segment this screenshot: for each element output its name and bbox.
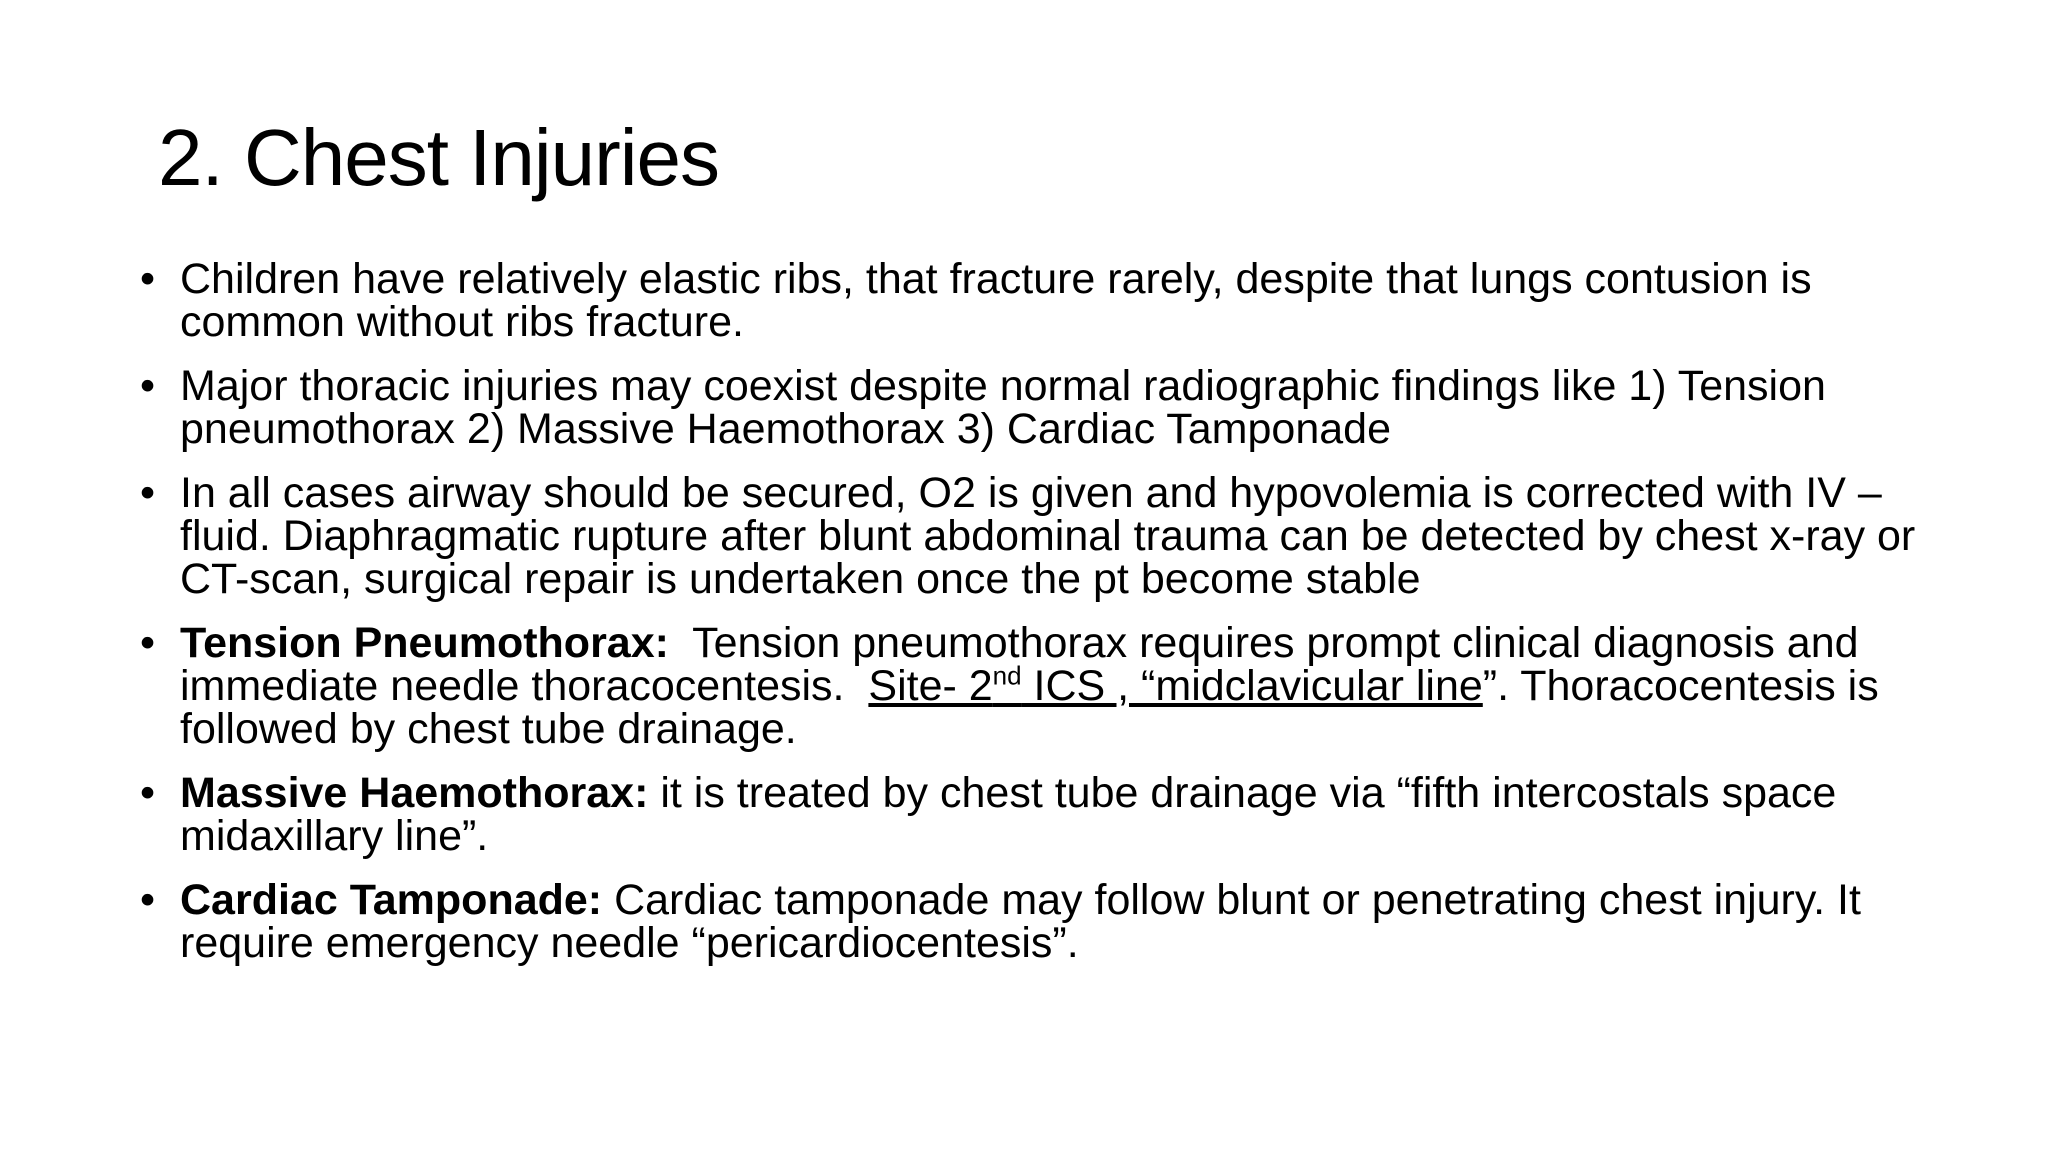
site-text <box>868 662 1482 710</box>
bullet-lead: Massive Haemothorax: <box>180 769 649 817</box>
bullet-dot-icon: • <box>140 769 156 817</box>
bullet-text: Major thoracic injuries may coexist despite normal radiographic findings like 1) Tension pneumothorax 2) Massive Haemothorax 3) Cardiac Tamponade <box>180 362 1826 453</box>
ordinal-superscript: nd <box>992 660 1022 691</box>
bullet-dot-icon: • <box>140 362 156 410</box>
bullet-lead: Tension Pneumothorax: <box>180 619 669 667</box>
bullet-text: In all cases airway should be secured, O2 is given and hypovolemia is corrected with IV – fluid. Diaphragmatic rupture after blunt abdominal trauma can be detected by chest x-ray or CT-scan, surgical repair is undertaken once the pt become stable <box>180 469 1916 603</box>
bullet-dot-icon: • <box>140 469 156 517</box>
bullet-item <box>140 362 1940 453</box>
bullet-item <box>140 876 1940 967</box>
slide-title: 2. Chest Injuries <box>158 113 720 202</box>
bullet-text-after: ”. Thoracocentesis is followed by chest tube drainage. <box>180 662 1879 753</box>
bullet-dot-icon: • <box>140 255 156 303</box>
bullet-text: Children have relatively elastic ribs, that fracture rarely, despite that lungs contusion is common without ribs fracture. <box>180 255 1812 346</box>
bullet-item <box>140 255 1940 346</box>
bullet-dot-icon: • <box>140 619 156 667</box>
bullet-item <box>140 619 1940 753</box>
site-suffix: ICS , “midclavicular line <box>1021 662 1483 710</box>
bullet-lead: Cardiac Tamponade: <box>180 876 603 924</box>
bullet-text: it is treated by chest tube drainage via “fifth intercostals space midaxillary line”. <box>180 769 1837 860</box>
bullet-text: Cardiac tamponade may follow blunt or penetrating chest injury. It require emergency needle “pericardiocentesis”. <box>180 876 1861 967</box>
bullet-text: Tension pneumothorax requires prompt clinical diagnosis and immediate needle thoracocentesis. <box>180 619 1859 710</box>
bullet-item <box>140 769 1940 860</box>
bullet-list <box>140 255 1940 986</box>
bullet-dot-icon: • <box>140 876 156 924</box>
bullet-item <box>140 469 1940 603</box>
site-prefix: Site- 2 <box>868 662 993 710</box>
